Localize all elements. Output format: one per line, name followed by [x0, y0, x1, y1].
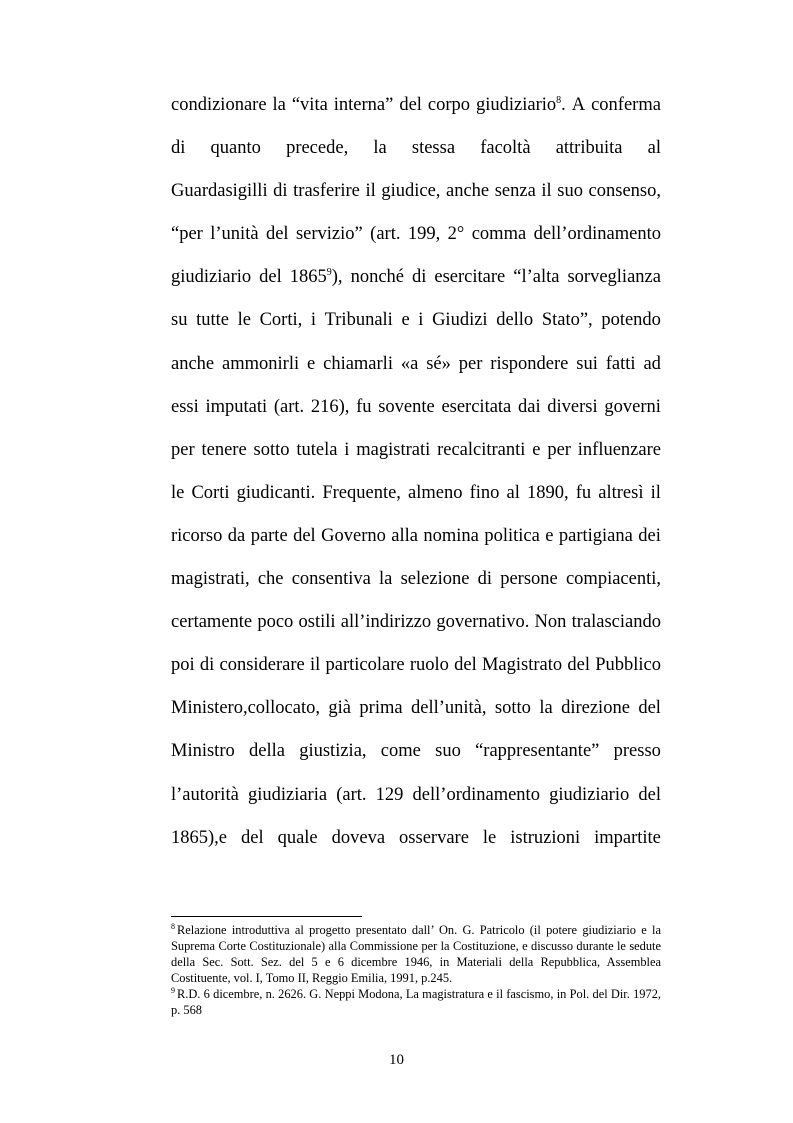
word: la — [373, 138, 387, 159]
word: certamente — [171, 612, 253, 633]
word: i — [344, 439, 350, 460]
word: giudiziario$^8$. — [475, 94, 566, 115]
word: ostili — [298, 612, 336, 633]
word: e — [545, 525, 554, 546]
word: il — [541, 181, 552, 202]
word: servizio” — [295, 224, 363, 245]
text-line — [171, 392, 661, 435]
word: ricorso — [171, 525, 223, 546]
word: giudicanti. — [236, 482, 316, 503]
footnote-number: 9 — [171, 985, 175, 995]
word: (art. — [336, 784, 367, 805]
word: consenso, — [588, 181, 661, 202]
word: della — [249, 741, 285, 762]
word: diversi — [547, 396, 598, 417]
word: tenere — [201, 439, 247, 460]
text-line — [171, 607, 661, 650]
word: il — [650, 482, 661, 503]
word: Corti — [191, 482, 230, 503]
word: poco — [257, 612, 294, 633]
word: comma — [471, 224, 527, 245]
word: sovente — [378, 396, 435, 417]
word: attribuita — [555, 138, 623, 159]
word: (art. — [273, 396, 305, 417]
word: 1865$^9$), — [289, 267, 343, 288]
word: 2° — [447, 224, 465, 245]
word: fu — [356, 396, 372, 417]
footnotes — [171, 922, 661, 1018]
word: giudice, — [381, 181, 441, 202]
word: le — [237, 310, 251, 331]
word: le — [171, 482, 185, 503]
word: partigiana — [558, 525, 633, 546]
word: del — [265, 224, 289, 245]
word: l’autorità — [171, 784, 239, 805]
word: come — [380, 741, 421, 762]
word: 199, — [407, 224, 441, 245]
word: governativo. — [436, 612, 530, 633]
word: tutte — [196, 310, 229, 331]
word: 129 — [375, 784, 404, 805]
word: di — [171, 138, 186, 159]
word: fino — [469, 482, 500, 503]
text-line — [171, 478, 661, 521]
word: la — [379, 569, 393, 590]
word: sé» — [426, 353, 451, 374]
text-line — [171, 693, 661, 736]
word: influenzare — [577, 439, 661, 460]
word: il — [310, 655, 321, 676]
word: i — [418, 310, 424, 331]
word: “l’alta — [513, 267, 560, 288]
word: dell’ordinamento — [533, 224, 661, 245]
text-line — [171, 780, 661, 823]
word: tutela — [296, 439, 338, 460]
word: suo — [557, 181, 583, 202]
word: e — [401, 310, 410, 331]
word: ad — [643, 353, 661, 374]
word: l’unità — [210, 224, 259, 245]
word: giudiziaria — [247, 784, 328, 805]
word: A — [571, 95, 586, 115]
word: condizionare — [171, 95, 267, 115]
word: presso — [613, 741, 661, 762]
word: sui — [576, 353, 598, 374]
text-line — [171, 262, 661, 305]
page-number: 10 — [389, 1052, 404, 1068]
word: per — [171, 439, 195, 460]
word: esercitare — [434, 267, 506, 288]
word: all’indirizzo — [340, 612, 432, 633]
word: poi — [171, 655, 195, 676]
word: sotto — [253, 439, 290, 460]
word: del — [259, 267, 282, 288]
word: impartite — [594, 827, 661, 848]
text-line — [171, 435, 661, 478]
word: rispondere — [490, 353, 569, 374]
text-line — [171, 736, 661, 779]
text-line — [171, 219, 661, 262]
text-line — [171, 521, 661, 564]
word: al — [647, 138, 661, 159]
word: suo — [435, 741, 461, 762]
word: “vita — [291, 95, 328, 115]
text-line — [171, 564, 661, 607]
word: da — [227, 525, 246, 546]
word: corpo — [427, 95, 471, 115]
word: chiamarli — [323, 353, 393, 374]
word: dello — [496, 310, 534, 331]
word: del — [293, 525, 316, 546]
word: particolare — [325, 655, 405, 676]
word: «a — [400, 353, 419, 374]
word: la — [539, 698, 553, 719]
word: tralasciando — [571, 612, 661, 633]
footnote-text: Relazione introduttiva al progetto presentato dall’ On. G. Patricolo (il potere giudiziario e la Suprema Corte Costituzionale) alla Commissione per la Costituzione, e discusso durante le sedute della Sec. Sott. Sez. del 5 e 6 dicembre 1946, in Materiali della Repubblica, Assemblea Costituente, vol. I, Tomo II, Reggio Emilia, 1991, p.245. — [171, 923, 661, 985]
word: prima — [359, 698, 403, 719]
word: istruzioni — [510, 827, 581, 848]
word: esercitata — [441, 396, 512, 417]
footnote-separator — [171, 916, 362, 917]
word: per — [458, 353, 483, 374]
word: altresì — [598, 482, 644, 503]
word: anche — [171, 353, 215, 374]
footnote-ref: 9 — [326, 267, 332, 279]
word: precede, — [286, 138, 349, 159]
word: per — [547, 439, 571, 460]
word: trasferire — [293, 181, 360, 202]
word: alla — [391, 525, 418, 546]
word: Giudizi — [432, 310, 488, 331]
word: almeno — [408, 482, 463, 503]
word: sorveglianza — [567, 267, 661, 288]
word: 1865),e — [171, 827, 227, 848]
word: potendo — [601, 310, 661, 331]
text-line — [171, 176, 661, 219]
word: fu — [575, 482, 592, 503]
word: ammonirli — [222, 353, 300, 374]
word: anche — [446, 181, 490, 202]
word: considerare — [219, 655, 305, 676]
word: quanto — [210, 138, 261, 159]
word: e — [307, 353, 316, 374]
word: selezione — [400, 569, 470, 590]
word: persone — [500, 569, 558, 590]
word: giudiziario — [549, 784, 630, 805]
word: il — [365, 181, 376, 202]
word: di — [199, 655, 215, 676]
word: di — [273, 181, 288, 202]
word: direzione — [561, 698, 630, 719]
word: Ministro — [171, 741, 235, 762]
text-line — [171, 349, 661, 392]
word: Pubblico — [595, 655, 661, 676]
word: che — [257, 569, 284, 590]
word: dai — [517, 396, 541, 417]
word: dell’unità, — [410, 698, 487, 719]
word: interna” — [333, 95, 394, 115]
text-line — [171, 305, 661, 348]
footnote-number: 8 — [171, 921, 175, 931]
word: su — [171, 310, 188, 331]
word: nonché — [350, 267, 404, 288]
word: (art. — [370, 224, 401, 245]
word: Governo — [321, 525, 386, 546]
word: osservare — [399, 827, 469, 848]
word: doveva — [331, 827, 386, 848]
word: al — [506, 482, 520, 503]
word: nomina — [423, 525, 479, 546]
text-line — [171, 133, 661, 176]
word: recalcitranti — [437, 439, 526, 460]
word: di — [412, 267, 427, 288]
word: dell’ordinamento — [412, 784, 540, 805]
word: giustizia, — [299, 741, 367, 762]
word: del — [567, 655, 590, 676]
word: le — [482, 827, 497, 848]
word: magistrati, — [171, 569, 250, 590]
text-line — [171, 650, 661, 693]
word: Non — [534, 612, 567, 633]
word: la — [272, 95, 286, 115]
word: Ministero,collocato, — [171, 698, 320, 719]
body-text — [171, 90, 661, 866]
word: del — [240, 827, 264, 848]
word: conferma — [591, 95, 661, 115]
footnote-9 — [171, 986, 661, 1018]
word: essi — [171, 396, 199, 417]
word: del — [399, 95, 422, 115]
word: giudiziario — [171, 267, 252, 288]
word: dei — [638, 525, 661, 546]
word: politica — [484, 525, 540, 546]
word: già — [328, 698, 352, 719]
word: del — [638, 698, 661, 719]
word: facoltà — [480, 138, 531, 159]
word: consentiva — [291, 569, 371, 590]
word: governi — [604, 396, 661, 417]
word: 216), — [310, 396, 350, 417]
footnote-text: R.D. 6 dicembre, n. 2626. G. Neppi Modona, La magistratura e il fascismo, in Pol. del Dir. 1972, p. 568 — [171, 987, 661, 1017]
word: ruolo — [409, 655, 449, 676]
word: Magistrato — [481, 655, 563, 676]
word: Frequente, — [322, 482, 401, 503]
word: quale — [277, 827, 318, 848]
word: senza — [494, 181, 536, 202]
word: del — [454, 655, 477, 676]
word: di — [477, 569, 493, 590]
word: imputati — [205, 396, 268, 417]
word: fatti — [605, 353, 636, 374]
footnote-8 — [171, 922, 661, 986]
word: sotto — [494, 698, 531, 719]
word: magistrati — [356, 439, 431, 460]
footnote-ref: 8 — [556, 94, 562, 106]
word: Corti, — [259, 310, 303, 331]
word: Stato”, — [541, 310, 593, 331]
word: i — [310, 310, 316, 331]
word: stessa — [411, 138, 456, 159]
word: 1890, — [527, 482, 569, 503]
word: “per — [171, 224, 203, 245]
word: Guardasigilli — [171, 181, 268, 202]
word: Tribunali — [324, 310, 393, 331]
text-line — [171, 823, 661, 866]
word: del — [638, 784, 661, 805]
word: compiacenti, — [565, 569, 661, 590]
text-line — [171, 90, 661, 133]
word: parte — [250, 525, 288, 546]
word: e — [532, 439, 541, 460]
word: “rappresentante” — [475, 741, 600, 762]
